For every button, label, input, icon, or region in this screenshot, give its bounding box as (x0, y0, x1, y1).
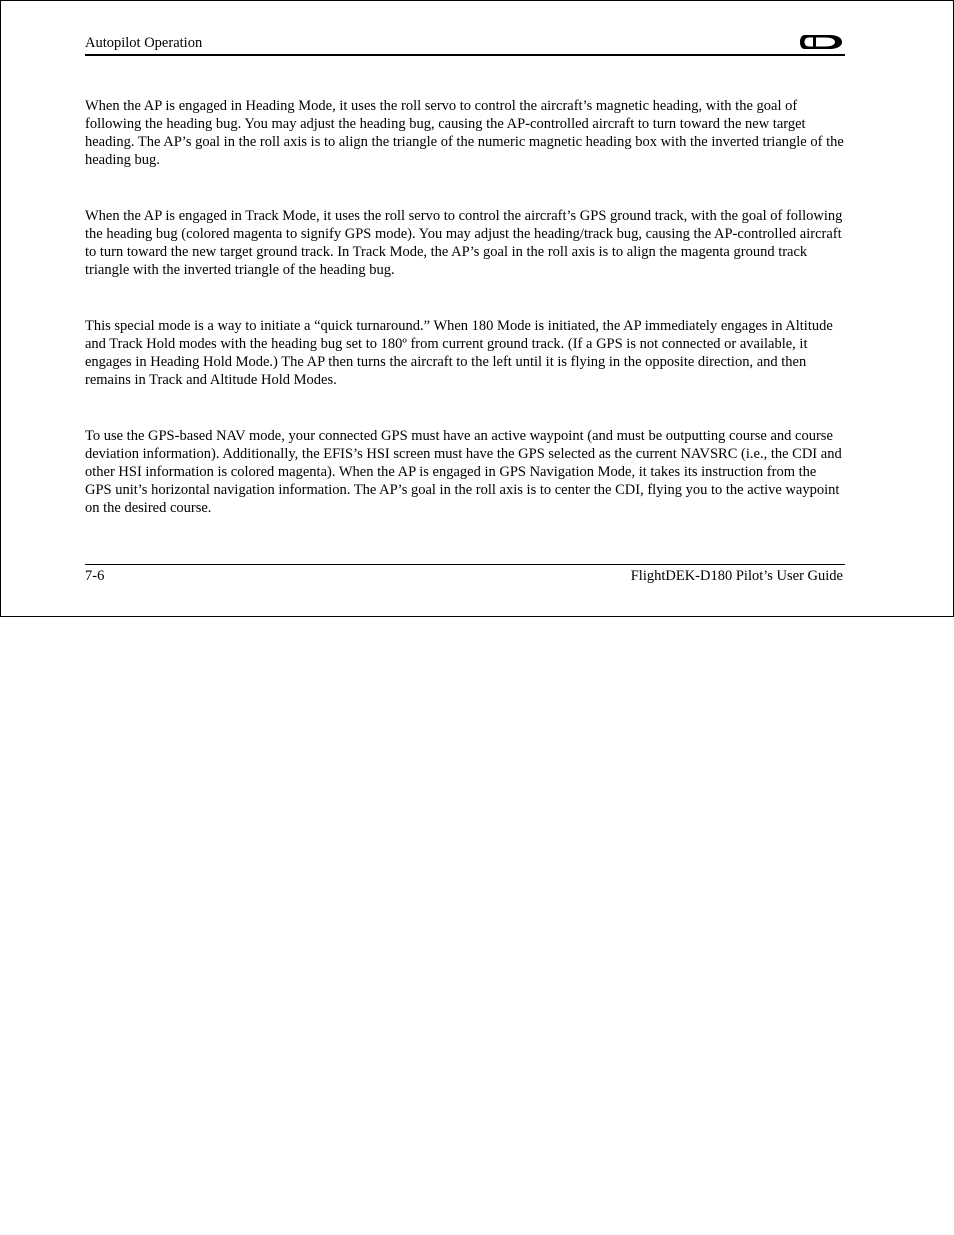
guide-title: FlightDEK-D180 Pilot’s User Guide (630, 568, 843, 584)
track-mode-paragraph: When the AP is engaged in Track Mode, it uses the roll servo to control the aircraft’s GPS ground track, with the goal of following the heading bug (colored magenta to signify GPS mode). You may adjust the heading/track bug, causing the AP-controlled aircraft to turn toward the new target ground track. In Track Mode, the AP’s goal in the roll axis is to align the magenta ground track triangle with the inverted triangle of the heading bug. (85, 208, 843, 278)
dynon-logo-icon (799, 33, 843, 51)
header-title: Autopilot Operation (85, 35, 203, 51)
document-page (0, 0, 954, 617)
gps-nav-mode-paragraph: To use the GPS-based NAV mode, your connected GPS must have an active waypoint (and must be outputting course and course deviation information). Additionally, the EFIS’s HSI screen must have the GPS selected as the current NAVSRC (i.e., the CDI and other HSI information is colored magenta). When the AP is engaged in GPS Navigation Mode, it takes its instruction from the GPS unit’s horizontal navigation information. The AP’s goal in the roll axis is to center the CDI, flying you to the active waypoint on the desired course. (85, 428, 842, 516)
page-number: 7-6 (85, 568, 105, 584)
heading-mode-paragraph: When the AP is engaged in Heading Mode, it uses the roll servo to control the aircraft’s magnetic heading, with the goal of following the heading bug. You may adjust the heading bug, causing the AP-controlled aircraft to turn toward the new target heading. The AP’s goal in the roll axis is to align the triangle of the numeric magnetic heading box with the inverted triangle of the heading bug. (85, 98, 844, 168)
180-mode-paragraph: This special mode is a way to initiate a “quick turnaround.” When 180 Mode is initiated, the AP immediately engages in Altitude and Track Hold modes with the heading bug set to 180º from current ground track. (If a GPS is not connected or available, it engages in Heading Hold Mode.) The AP then turns the aircraft to the left until it is flying in the opposite direction, and then remains in Track and Altitude Hold Modes. (85, 318, 833, 388)
page-header (85, 32, 845, 56)
page-footer (85, 564, 845, 587)
page-content (85, 97, 845, 517)
